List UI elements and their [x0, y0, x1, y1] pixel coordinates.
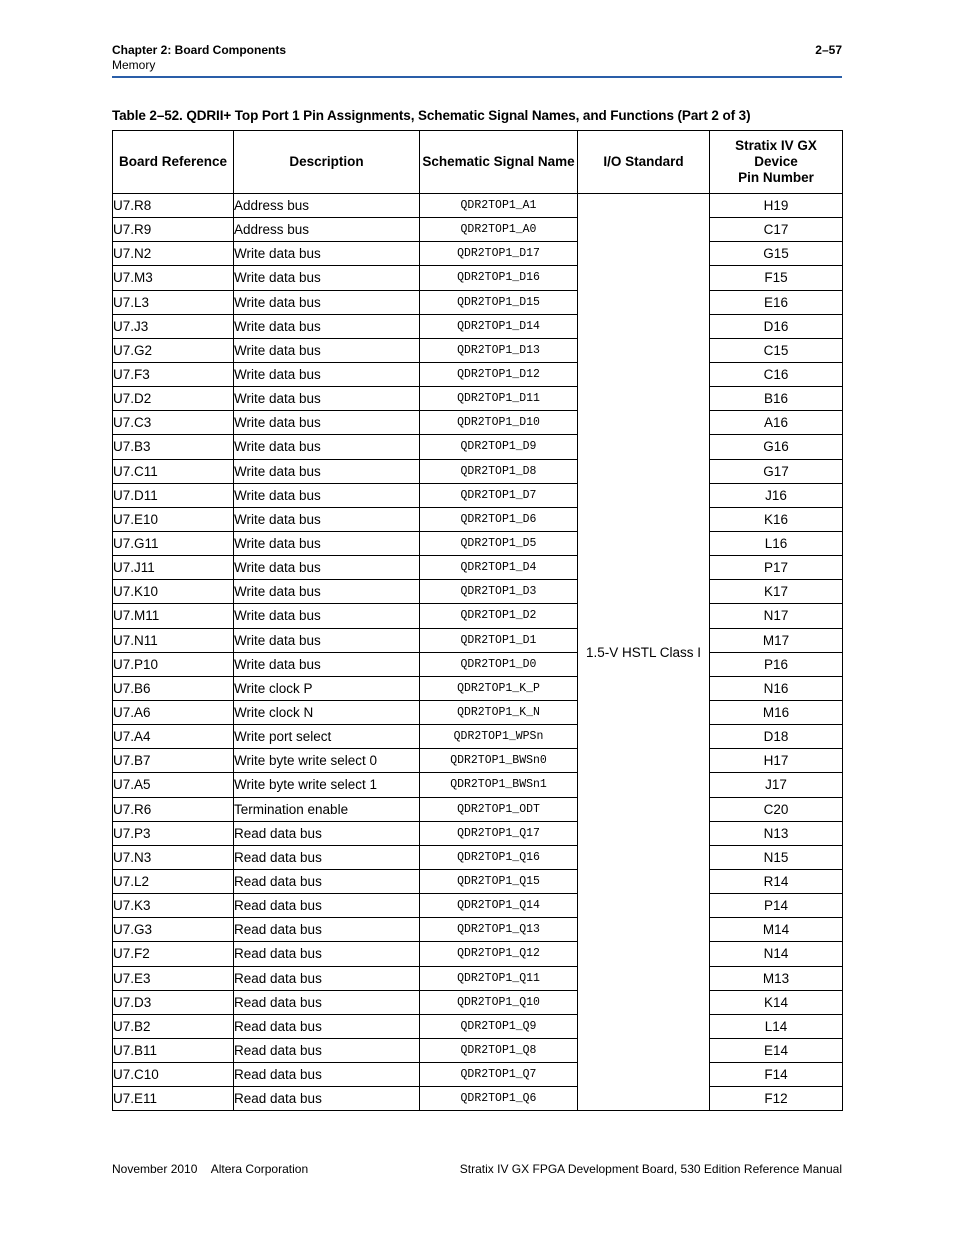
description-cell: Write data bus	[234, 387, 420, 411]
board-reference-cell: U7.M11	[113, 604, 234, 628]
description-cell: Write byte write select 0	[234, 749, 420, 773]
pin-number-cell: H17	[710, 749, 843, 773]
table-row	[113, 990, 843, 1014]
board-reference-cell: U7.N2	[113, 242, 234, 266]
signal-name-cell: QDR2TOP1_A0	[420, 218, 578, 242]
footer-left	[112, 1162, 308, 1176]
board-reference-cell: U7.R8	[113, 194, 234, 218]
pin-number-cell: M13	[710, 966, 843, 990]
table-row	[113, 290, 843, 314]
pin-number-cell: K14	[710, 990, 843, 1014]
description-cell: Write clock N	[234, 700, 420, 724]
board-reference-cell: U7.J3	[113, 314, 234, 338]
table-row	[113, 507, 843, 531]
table-row	[113, 918, 843, 942]
description-cell: Address bus	[234, 218, 420, 242]
pin-number-cell: K16	[710, 507, 843, 531]
table-row	[113, 894, 843, 918]
table-row	[113, 580, 843, 604]
table-row	[113, 556, 843, 580]
signal-name-cell: QDR2TOP1_D14	[420, 314, 578, 338]
description-cell: Write data bus	[234, 411, 420, 435]
board-reference-cell: U7.K3	[113, 894, 234, 918]
table-row	[113, 676, 843, 700]
description-cell: Write data bus	[234, 507, 420, 531]
description-cell: Write clock P	[234, 676, 420, 700]
description-cell: Write port select	[234, 725, 420, 749]
board-reference-cell: U7.A6	[113, 700, 234, 724]
board-reference-cell: U7.B3	[113, 435, 234, 459]
pin-number-cell: M17	[710, 628, 843, 652]
pin-number-cell: F15	[710, 266, 843, 290]
pin-number-cell: P17	[710, 556, 843, 580]
description-cell: Termination enable	[234, 797, 420, 821]
description-cell: Address bus	[234, 194, 420, 218]
pin-number-cell: N13	[710, 821, 843, 845]
description-cell: Read data bus	[234, 966, 420, 990]
pin-number-cell: L14	[710, 1014, 843, 1038]
table-row	[113, 1014, 843, 1038]
table-row	[113, 266, 843, 290]
signal-name-cell: QDR2TOP1_D5	[420, 531, 578, 555]
pin-number-cell: M16	[710, 700, 843, 724]
board-reference-cell: U7.D2	[113, 387, 234, 411]
board-reference-cell: U7.B7	[113, 749, 234, 773]
signal-name-cell: QDR2TOP1_Q9	[420, 1014, 578, 1038]
board-reference-cell: U7.N11	[113, 628, 234, 652]
table-row	[113, 652, 843, 676]
table-row	[113, 459, 843, 483]
board-reference-cell: U7.G2	[113, 338, 234, 362]
board-reference-cell: U7.D11	[113, 483, 234, 507]
pin-number-cell: M14	[710, 918, 843, 942]
description-cell: Write data bus	[234, 290, 420, 314]
pin-number-cell: G16	[710, 435, 843, 459]
board-reference-cell: U7.C3	[113, 411, 234, 435]
signal-name-cell: QDR2TOP1_Q16	[420, 845, 578, 869]
table-row	[113, 483, 843, 507]
table-caption: Table 2–52. QDRII+ Top Port 1 Pin Assignments, Schematic Signal Names, and Functions (Part 2 of 3)	[112, 108, 751, 123]
description-cell: Write data bus	[234, 483, 420, 507]
signal-name-cell: QDR2TOP1_D16	[420, 266, 578, 290]
board-reference-cell: U7.R9	[113, 218, 234, 242]
pin-number-cell: C20	[710, 797, 843, 821]
signal-name-cell: QDR2TOP1_Q7	[420, 1063, 578, 1087]
description-cell: Write data bus	[234, 459, 420, 483]
description-cell: Read data bus	[234, 942, 420, 966]
pin-number-cell: G17	[710, 459, 843, 483]
chapter-title: Chapter 2: Board Components	[112, 43, 287, 57]
signal-name-cell: QDR2TOP1_K_P	[420, 676, 578, 700]
board-reference-cell: U7.R6	[113, 797, 234, 821]
pin-header-line: Pin Number	[738, 170, 814, 185]
pin-number-cell: D16	[710, 314, 843, 338]
pin-number-cell: J17	[710, 773, 843, 797]
description-cell: Read data bus	[234, 1063, 420, 1087]
column-header-signal-name: Schematic Signal Name	[420, 131, 578, 194]
board-reference-cell: U7.L2	[113, 869, 234, 893]
signal-name-cell: QDR2TOP1_WPSn	[420, 725, 578, 749]
table-row	[113, 700, 843, 724]
description-cell: Write data bus	[234, 242, 420, 266]
signal-name-cell: QDR2TOP1_D15	[420, 290, 578, 314]
pin-number-cell: C17	[710, 218, 843, 242]
description-cell: Write data bus	[234, 314, 420, 338]
table-row	[113, 942, 843, 966]
pin-number-cell: N16	[710, 676, 843, 700]
pin-number-cell: E14	[710, 1038, 843, 1062]
signal-name-cell: QDR2TOP1_Q11	[420, 966, 578, 990]
board-reference-cell: U7.G11	[113, 531, 234, 555]
table-row	[113, 362, 843, 386]
table-row	[113, 411, 843, 435]
signal-name-cell: QDR2TOP1_D1	[420, 628, 578, 652]
board-reference-cell: U7.A5	[113, 773, 234, 797]
board-reference-cell: U7.N3	[113, 845, 234, 869]
description-cell: Read data bus	[234, 869, 420, 893]
pin-header-line: Stratix IV GX	[735, 138, 817, 153]
description-cell: Read data bus	[234, 821, 420, 845]
signal-name-cell: QDR2TOP1_D13	[420, 338, 578, 362]
board-reference-cell: U7.G3	[113, 918, 234, 942]
footer-company: Altera Corporation	[210, 1162, 309, 1176]
description-cell: Write byte write select 1	[234, 773, 420, 797]
table-row	[113, 218, 843, 242]
table-row	[113, 966, 843, 990]
pin-number-cell: B16	[710, 387, 843, 411]
running-header	[112, 43, 286, 73]
board-reference-cell: U7.L3	[113, 290, 234, 314]
pin-number-cell: N15	[710, 845, 843, 869]
signal-name-cell: QDR2TOP1_A1	[420, 194, 578, 218]
description-cell: Write data bus	[234, 628, 420, 652]
table-row	[113, 749, 843, 773]
pin-number-cell: H19	[710, 194, 843, 218]
description-cell: Read data bus	[234, 1087, 420, 1111]
footer-manual-title: Stratix IV GX FPGA Development Board, 530 Edition Reference Manual	[459, 1162, 842, 1176]
column-header-description: Description	[234, 131, 420, 194]
description-cell: Read data bus	[234, 894, 420, 918]
board-reference-cell: U7.D3	[113, 990, 234, 1014]
board-reference-cell: U7.F2	[113, 942, 234, 966]
table-row	[113, 1038, 843, 1062]
header-rule	[112, 76, 842, 78]
board-reference-cell: U7.F3	[113, 362, 234, 386]
board-reference-cell: U7.M3	[113, 266, 234, 290]
signal-name-cell: QDR2TOP1_Q8	[420, 1038, 578, 1062]
pin-number-cell: R14	[710, 869, 843, 893]
pin-number-cell: P16	[710, 652, 843, 676]
table-row	[113, 628, 843, 652]
pin-number-cell: P14	[710, 894, 843, 918]
pin-number-cell: G15	[710, 242, 843, 266]
signal-name-cell: QDR2TOP1_D3	[420, 580, 578, 604]
description-cell: Read data bus	[234, 1014, 420, 1038]
pin-number-cell: N14	[710, 942, 843, 966]
description-cell: Write data bus	[234, 531, 420, 555]
io-standard-cell: 1.5-V HSTL Class I	[578, 194, 710, 1111]
page-number: 2–57	[815, 43, 842, 57]
signal-name-cell: QDR2TOP1_D7	[420, 483, 578, 507]
signal-name-cell: QDR2TOP1_D9	[420, 435, 578, 459]
board-reference-cell: U7.P10	[113, 652, 234, 676]
pin-number-cell: D18	[710, 725, 843, 749]
signal-name-cell: QDR2TOP1_D0	[420, 652, 578, 676]
pin-number-cell: L16	[710, 531, 843, 555]
table-header-row	[113, 131, 843, 194]
signal-name-cell: QDR2TOP1_BWSn1	[420, 773, 578, 797]
pin-number-cell: C15	[710, 338, 843, 362]
footer-date: November 2010	[112, 1162, 198, 1176]
table-row	[113, 797, 843, 821]
signal-name-cell: QDR2TOP1_Q10	[420, 990, 578, 1014]
description-cell: Read data bus	[234, 845, 420, 869]
section-title: Memory	[112, 58, 156, 72]
signal-name-cell: QDR2TOP1_D12	[420, 362, 578, 386]
description-cell: Read data bus	[234, 918, 420, 942]
pin-number-cell: F14	[710, 1063, 843, 1087]
table-row	[113, 869, 843, 893]
signal-name-cell: QDR2TOP1_Q6	[420, 1087, 578, 1111]
pin-number-cell: K17	[710, 580, 843, 604]
board-reference-cell: U7.B6	[113, 676, 234, 700]
column-header-pin-number	[710, 131, 843, 194]
description-cell: Write data bus	[234, 435, 420, 459]
signal-name-cell: QDR2TOP1_D11	[420, 387, 578, 411]
signal-name-cell: QDR2TOP1_Q17	[420, 821, 578, 845]
signal-name-cell: QDR2TOP1_BWSn0	[420, 749, 578, 773]
signal-name-cell: QDR2TOP1_ODT	[420, 797, 578, 821]
table-row	[113, 242, 843, 266]
signal-name-cell: QDR2TOP1_Q14	[420, 894, 578, 918]
pin-number-cell: C16	[710, 362, 843, 386]
board-reference-cell: U7.E11	[113, 1087, 234, 1111]
board-reference-cell: U7.B11	[113, 1038, 234, 1062]
pin-number-cell: A16	[710, 411, 843, 435]
table-row	[113, 435, 843, 459]
table-row	[113, 338, 843, 362]
signal-name-cell: QDR2TOP1_D8	[420, 459, 578, 483]
table-row	[113, 1063, 843, 1087]
board-reference-cell: U7.E10	[113, 507, 234, 531]
pin-assignment-table	[112, 130, 843, 1111]
table-row	[113, 531, 843, 555]
pin-number-cell: E16	[710, 290, 843, 314]
column-header-io-standard: I/O Standard	[578, 131, 710, 194]
signal-name-cell: QDR2TOP1_D2	[420, 604, 578, 628]
board-reference-cell: U7.C10	[113, 1063, 234, 1087]
table-row	[113, 194, 843, 218]
board-reference-cell: U7.J11	[113, 556, 234, 580]
board-reference-cell: U7.B2	[113, 1014, 234, 1038]
column-header-board-reference: Board Reference	[113, 131, 234, 194]
board-reference-cell: U7.K10	[113, 580, 234, 604]
signal-name-cell: QDR2TOP1_D6	[420, 507, 578, 531]
description-cell: Read data bus	[234, 1038, 420, 1062]
table-body	[113, 194, 843, 1111]
pin-number-cell: J16	[710, 483, 843, 507]
signal-name-cell: QDR2TOP1_Q12	[420, 942, 578, 966]
description-cell: Write data bus	[234, 338, 420, 362]
pin-header-line: Device	[754, 154, 798, 169]
table-row	[113, 387, 843, 411]
table-row	[113, 773, 843, 797]
description-cell: Write data bus	[234, 580, 420, 604]
table-row	[113, 1087, 843, 1111]
description-cell: Write data bus	[234, 266, 420, 290]
board-reference-cell: U7.P3	[113, 821, 234, 845]
description-cell: Read data bus	[234, 990, 420, 1014]
signal-name-cell: QDR2TOP1_K_N	[420, 700, 578, 724]
table-row	[113, 604, 843, 628]
table-row	[113, 845, 843, 869]
table-row	[113, 821, 843, 845]
description-cell: Write data bus	[234, 604, 420, 628]
board-reference-cell: U7.E3	[113, 966, 234, 990]
table-row	[113, 314, 843, 338]
signal-name-cell: QDR2TOP1_Q13	[420, 918, 578, 942]
description-cell: Write data bus	[234, 362, 420, 386]
signal-name-cell: QDR2TOP1_D17	[420, 242, 578, 266]
description-cell: Write data bus	[234, 652, 420, 676]
signal-name-cell: QDR2TOP1_D10	[420, 411, 578, 435]
pin-number-cell: F12	[710, 1087, 843, 1111]
board-reference-cell: U7.A4	[113, 725, 234, 749]
board-reference-cell: U7.C11	[113, 459, 234, 483]
description-cell: Write data bus	[234, 556, 420, 580]
signal-name-cell: QDR2TOP1_Q15	[420, 869, 578, 893]
table-row	[113, 725, 843, 749]
signal-name-cell: QDR2TOP1_D4	[420, 556, 578, 580]
pin-number-cell: N17	[710, 604, 843, 628]
